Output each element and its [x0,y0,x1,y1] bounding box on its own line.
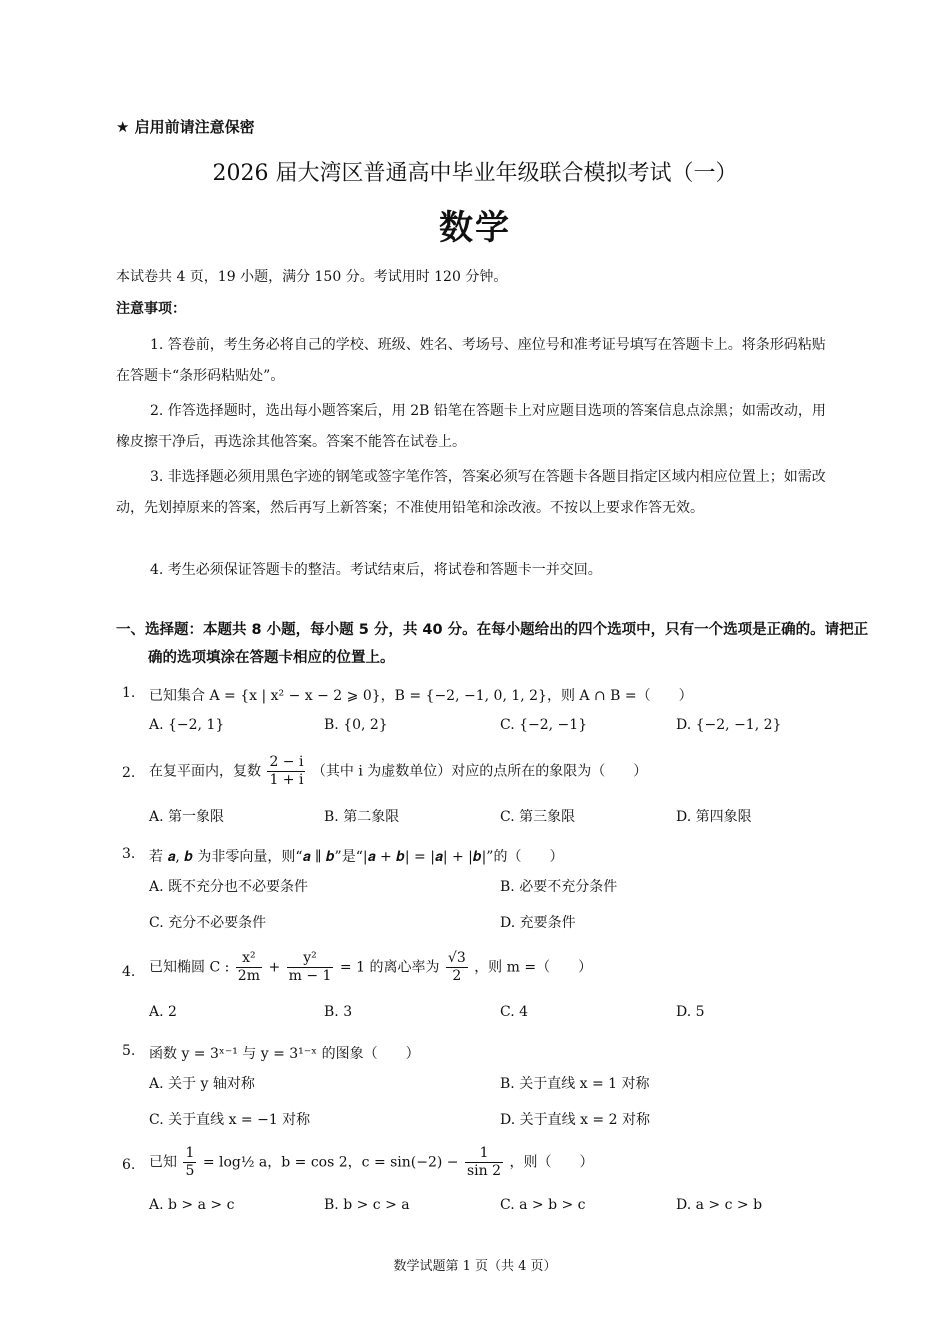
question-number: 6. [122,1157,136,1173]
option-d: D. a > c > b [676,1197,763,1213]
exam-title: 2026 届大湾区普通高中毕业年级联合模拟考试（一） [212,161,738,186]
question-stem: 若 𝒂, 𝒃 为非零向量，则“𝒂 ∥ 𝒃”是“|𝒂 + 𝒃| = |𝒂| + |𝒃|”的（ ） [149,849,564,865]
option-d: D. 5 [676,1004,705,1020]
option-d: D. {−2, −1, 2} [676,717,782,733]
stem-text: （其中 i 为虚数单位）对应的点所在的象限为（ ） [311,763,648,780]
fraction-numerator: y² [287,950,334,968]
section-1-heading: 一、选择题：本题共 8 小题，每小题 5 分，共 40 分。在每小题给出的四个选项中，只有一个选项是正确的。请把正确的选项填涂在答题卡相应的位置上。 [116,622,869,666]
stem-text: = 1 的离心率为 [339,959,440,976]
fraction [183,1145,196,1180]
notice-heading: 注意事项： [116,301,186,317]
option-c: C. 第三象限 [500,809,576,825]
option-b: B. {0, 2} [324,717,388,733]
question-4 [122,950,842,1026]
subject-title: 数学 [439,208,511,248]
notice-item-3: 3. 非选择题必须用黑色字迹的钢笔或签字笔作答，答案必须写在答题卡各题目指定区域内相应位置上；如需改动，先划掉原来的答案，然后再写上新答案；不准使用铅笔和涂改液。不按以上要求作答无效。 [116,469,826,516]
option-b: B. 第二象限 [324,809,400,825]
stem-text: 在复平面内，复数 [149,763,261,780]
question-1 [122,685,842,745]
fraction-numerator: √3 [447,950,466,966]
fraction-denominator: sin 2 [467,1163,502,1179]
question-stem [149,950,592,985]
question-number: 3. [122,846,136,862]
stem-text: ，则（ ） [509,1154,594,1171]
option-c: C. 充分不必要条件 [149,915,267,931]
option-d: D. 充要条件 [500,915,576,931]
stem-text: 已知 [149,1154,177,1171]
fraction [465,1145,503,1180]
question-number: 2. [122,765,136,781]
option-c: C. 关于直线 x = −1 对称 [149,1112,311,1128]
fraction-denominator: 2 [452,968,462,984]
plus-sign: + [268,959,281,976]
question-5 [122,1043,842,1133]
fraction [267,754,305,789]
option-a: A. 2 [149,1004,177,1020]
stem-text: = log½ a，b = cos 2，c = sin(−2) − [202,1154,459,1171]
option-d: D. 关于直线 x = 2 对称 [500,1112,650,1128]
fraction-denominator: m − 1 [288,968,332,984]
question-6 [122,1145,842,1221]
fraction-numerator: 2 − i [269,754,304,770]
question-2 [122,754,842,830]
fraction [287,950,334,985]
confidential-note: ★ 启用前请注意保密 [116,118,255,136]
notice-item-4: 4. 考生必须保证答题卡的整洁。考试结束后，将试卷和答题卡一并交回。 [150,562,602,578]
option-c: C. 4 [500,1004,529,1020]
fraction-denominator: 5 [185,1163,195,1179]
option-b: B. 关于直线 x = 1 对称 [500,1076,650,1092]
question-stem: 函数 y = 3ˣ⁻¹ 与 y = 3¹⁻ˣ 的图象（ ） [149,1046,420,1062]
question-stem [149,1145,594,1180]
fraction-denominator: 2m [237,968,260,984]
option-d: D. 第四象限 [676,809,752,825]
option-b: B. 3 [324,1004,353,1020]
option-b: B. b > c > a [324,1197,410,1213]
option-a: A. 既不充分也不必要条件 [149,879,309,895]
question-number: 1. [122,685,136,701]
fraction [446,950,468,985]
question-number: 4. [122,964,136,980]
option-c: C. {−2, −1} [500,717,588,733]
option-b: B. 必要不充分条件 [500,879,618,895]
stem-text: 已知椭圆 C : [149,959,230,976]
question-stem [149,754,647,789]
option-c: C. a > b > c [500,1197,586,1213]
fraction-denominator: 1 + i [269,772,304,788]
notice-item-1: 1. 答卷前，考生务必将自己的学校、班级、姓名、考场号、座位号和准考证号填写在答题卡上。将条形码粘贴在答题卡“条形码粘贴处”。 [116,337,826,384]
fraction-numerator: x² [236,950,262,968]
option-a: A. 关于 y 轴对称 [149,1076,255,1092]
question-3 [122,846,842,936]
fraction-numerator: 1 [465,1145,503,1163]
option-a: A. 第一象限 [149,809,225,825]
fraction-numerator: 1 [185,1145,195,1161]
option-a: A. {−2, 1} [149,717,225,733]
fraction [236,950,262,985]
notice-item-2: 2. 作答选择题时，选出每小题答案后，用 2B 铅笔在答题卡上对应题目选项的答案信息点涂黑；如需改动，用橡皮擦干净后，再选涂其他答案。答案不能答在试卷上。 [116,403,826,450]
question-stem: 已知集合 A = {x | x² − x − 2 ⩾ 0}，B = {−2, −1, 0, 1, 2}，则 A ∩ B =（ ） [149,688,693,704]
page-footer: 数学试题第 1 页（共 4 页） [393,1259,557,1274]
exam-info: 本试卷共 4 页，19 小题，满分 150 分。考试用时 120 分钟。 [116,269,508,285]
stem-text: ，则 m =（ ） [474,959,593,976]
option-a: A. b > a > c [149,1197,235,1213]
question-number: 5. [122,1043,136,1059]
